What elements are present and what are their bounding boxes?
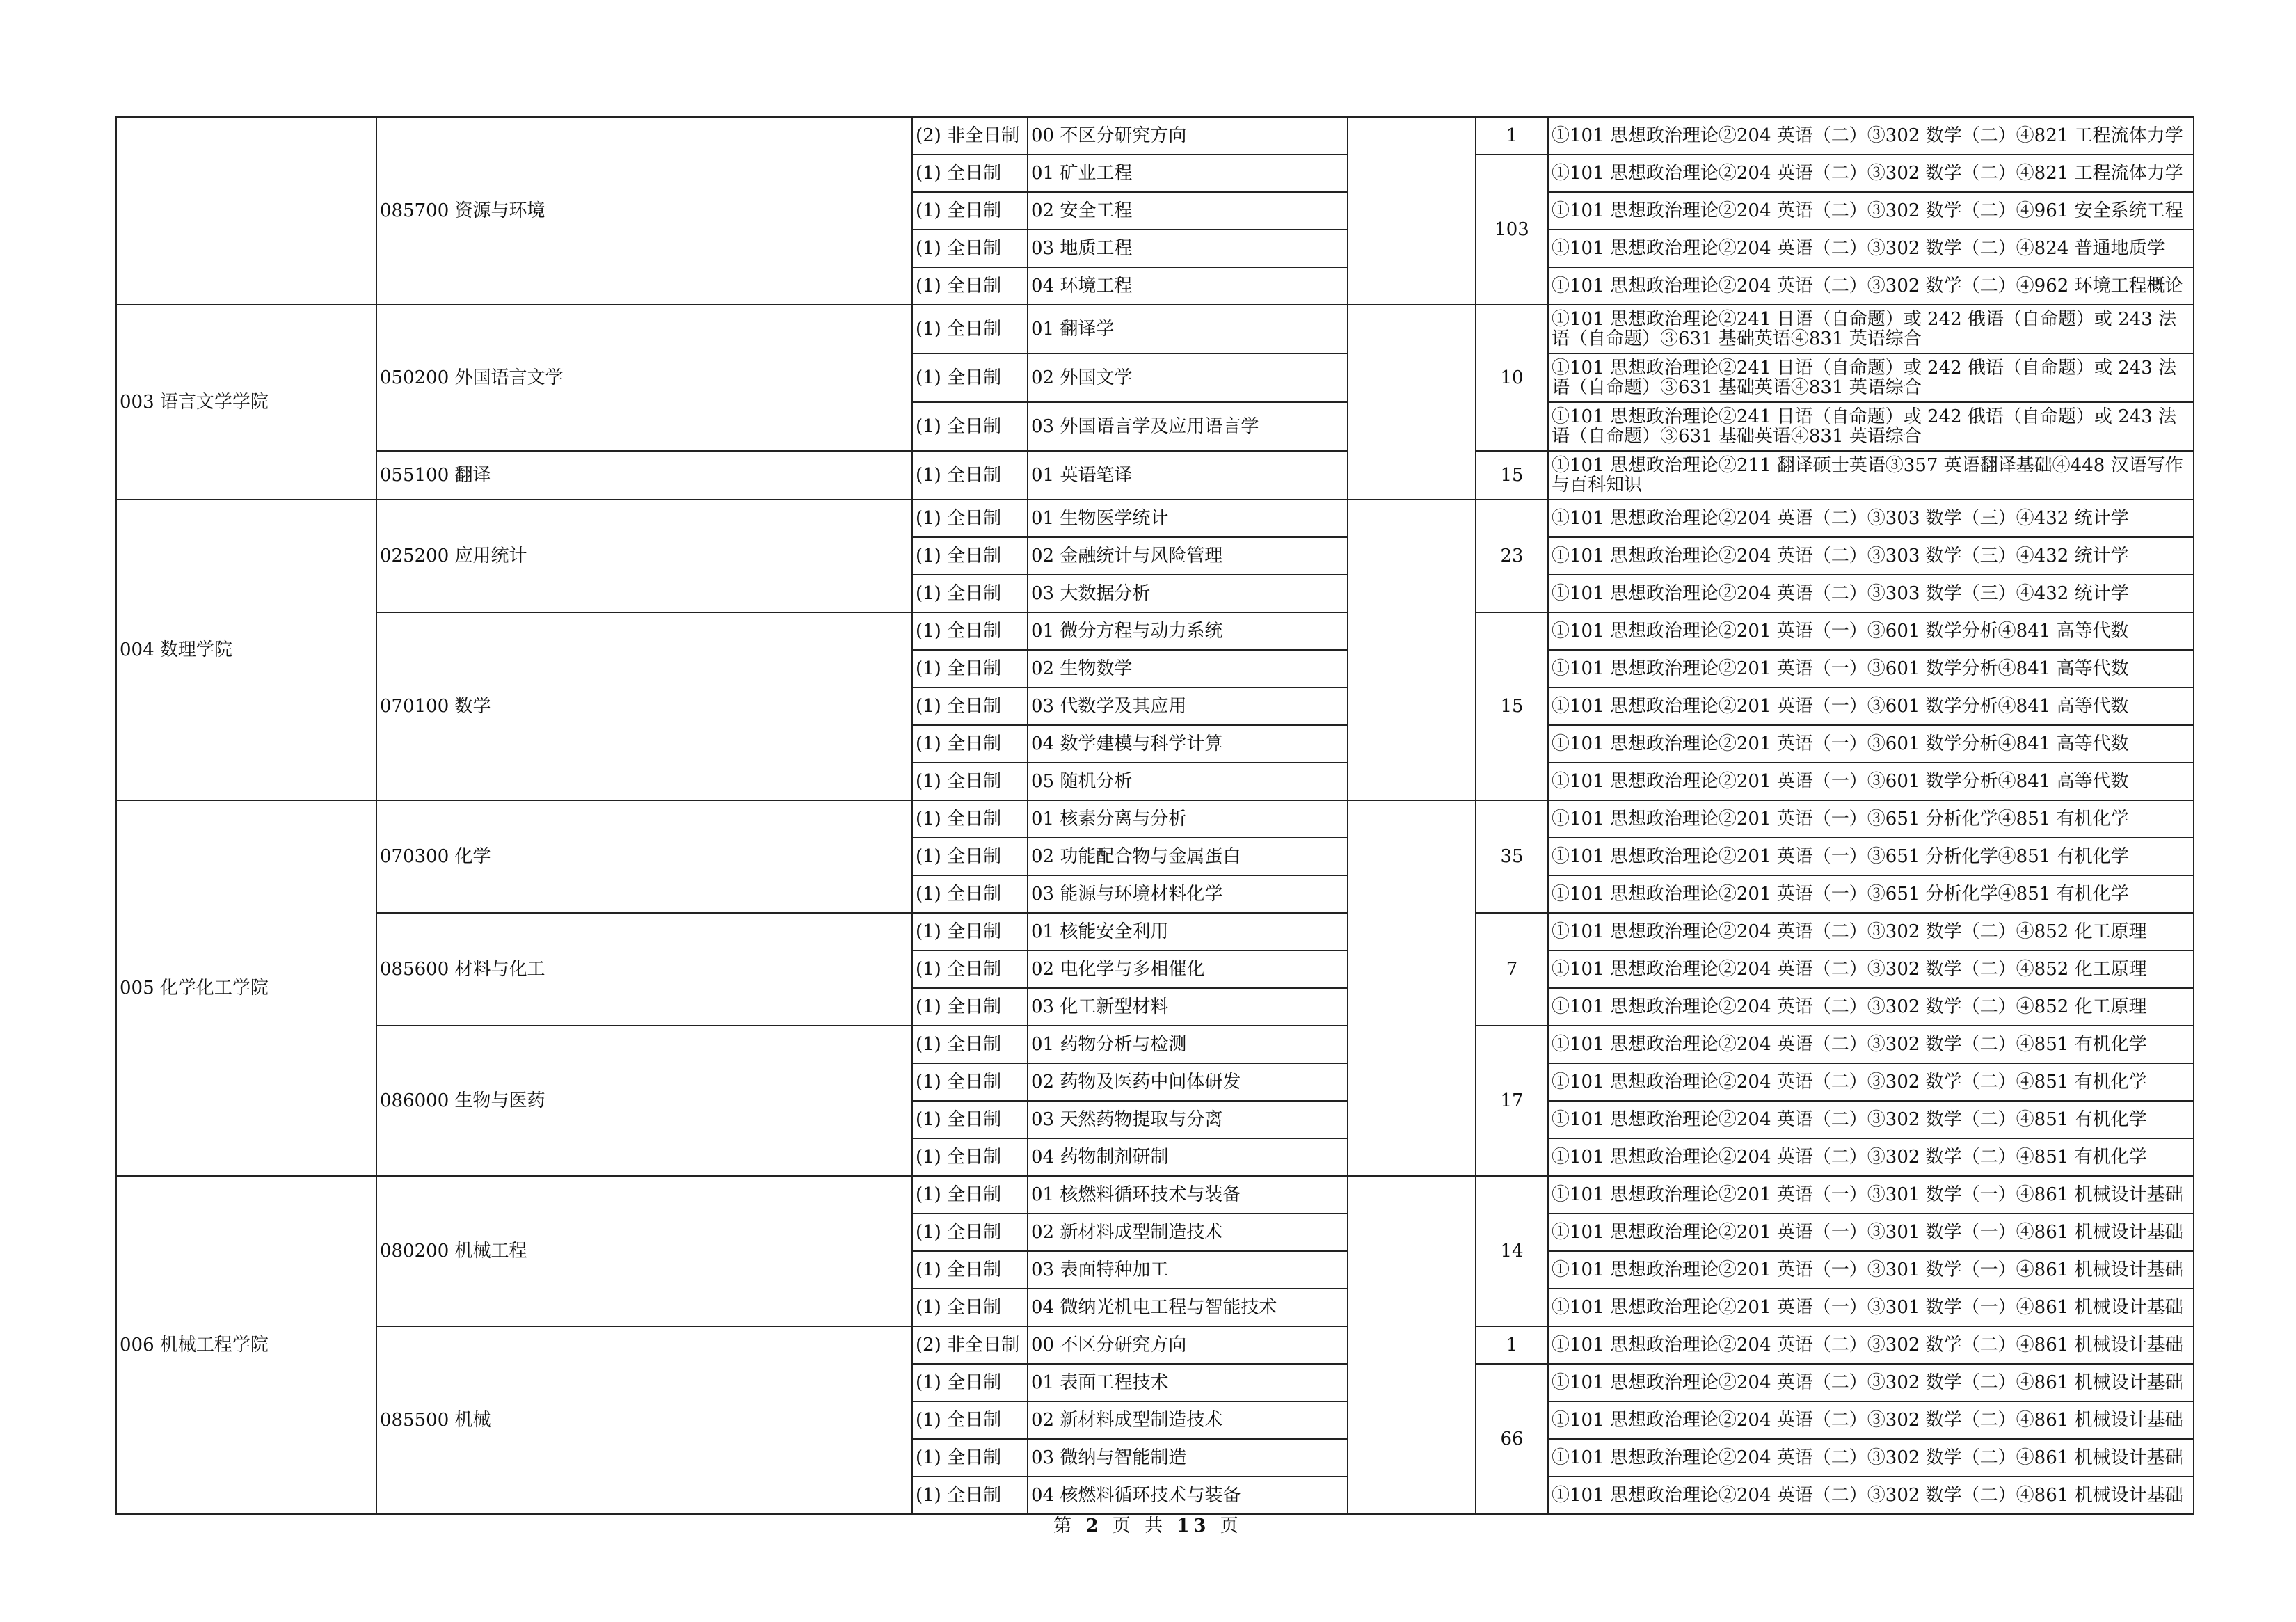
research-direction-cell: 03 地质工程 — [1028, 230, 1348, 267]
study-mode-cell: (1) 全日制 — [912, 1439, 1028, 1477]
study-mode-cell: (1) 全日制 — [912, 1401, 1028, 1439]
study-mode-cell: (1) 全日制 — [912, 913, 1028, 951]
quota-cell: 1 — [1476, 117, 1548, 154]
study-mode-cell: (1) 全日制 — [912, 763, 1028, 800]
blank-cell — [1348, 305, 1476, 500]
study-mode-cell: (1) 全日制 — [912, 500, 1028, 537]
exam-subjects-cell: ①101 思想政治理论②204 英语（二）③302 数学（二）④852 化工原理 — [1548, 951, 2194, 988]
exam-subjects-cell: ①101 思想政治理论②201 英语（一）③601 数学分析④841 高等代数 — [1548, 687, 2194, 725]
exam-subjects-cell: ①101 思想政治理论②204 英语（二）③303 数学（三）④432 统计学 — [1548, 500, 2194, 537]
research-direction-cell: 04 环境工程 — [1028, 267, 1348, 305]
exam-subjects-cell: ①101 思想政治理论②211 翻译硕士英语③357 英语翻译基础④448 汉语写作与百科知识 — [1548, 451, 2194, 500]
blank-cell — [1348, 117, 1476, 305]
study-mode-cell: (1) 全日制 — [912, 402, 1028, 451]
major-cell: 070300 化学 — [376, 800, 912, 913]
major-cell: 025200 应用统计 — [376, 500, 912, 612]
blank-cell — [1348, 1176, 1476, 1514]
research-direction-cell: 02 功能配合物与金属蛋白 — [1028, 838, 1348, 875]
study-mode-cell: (1) 全日制 — [912, 650, 1028, 687]
exam-subjects-cell: ①101 思想政治理论②201 英语（一）③601 数学分析④841 高等代数 — [1548, 612, 2194, 650]
exam-subjects-cell: ①101 思想政治理论②241 日语（自命题）或 242 俄语（自命题）或 243 法语（自命题）③631 基础英语④831 英语综合 — [1548, 402, 2194, 451]
exam-subjects-cell: ①101 思想政治理论②204 英语（二）③303 数学（三）④432 统计学 — [1548, 537, 2194, 575]
major-cell: 085600 材料与化工 — [376, 913, 912, 1026]
current-page-number: 2 — [1085, 1516, 1103, 1536]
research-direction-cell: 03 代数学及其应用 — [1028, 687, 1348, 725]
exam-subjects-cell: ①101 思想政治理论②201 英语（一）③651 分析化学④851 有机化学 — [1548, 875, 2194, 913]
page-label-suffix: 页 — [1220, 1516, 1243, 1536]
research-direction-cell: 00 不区分研究方向 — [1028, 1326, 1348, 1364]
study-mode-cell: (1) 全日制 — [912, 988, 1028, 1026]
major-cell: 086000 生物与医药 — [376, 1026, 912, 1176]
study-mode-cell: (1) 全日制 — [912, 1477, 1028, 1514]
exam-subjects-cell: ①101 思想政治理论②204 英语（二）③302 数学（二）④861 机械设计基础 — [1548, 1439, 2194, 1477]
research-direction-cell: 02 金融统计与风险管理 — [1028, 537, 1348, 575]
research-direction-cell: 04 药物制剂研制 — [1028, 1138, 1348, 1176]
research-direction-cell: 01 生物医学统计 — [1028, 500, 1348, 537]
major-cell: 055100 翻译 — [376, 451, 912, 500]
research-direction-cell: 01 微分方程与动力系统 — [1028, 612, 1348, 650]
exam-subjects-cell: ①101 思想政治理论②204 英语（二）③302 数学（二）④821 工程流体力学 — [1548, 117, 2194, 154]
study-mode-cell: (1) 全日制 — [912, 800, 1028, 838]
total-page-number: 13 — [1177, 1516, 1211, 1536]
study-mode-cell: (1) 全日制 — [912, 1026, 1028, 1063]
blank-cell — [1348, 500, 1476, 800]
study-mode-cell: (1) 全日制 — [912, 230, 1028, 267]
study-mode-cell: (1) 全日制 — [912, 1063, 1028, 1101]
exam-subjects-cell: ①101 思想政治理论②204 英语（二）③302 数学（二）④861 机械设计基础 — [1548, 1401, 2194, 1439]
exam-subjects-cell: ①101 思想政治理论②204 英语（二）③302 数学（二）④821 工程流体力学 — [1548, 154, 2194, 192]
exam-subjects-cell: ①101 思想政治理论②201 英语（一）③301 数学（一）④861 机械设计基础 — [1548, 1289, 2194, 1326]
research-direction-cell: 03 表面特种加工 — [1028, 1251, 1348, 1289]
study-mode-cell: (1) 全日制 — [912, 192, 1028, 230]
study-mode-cell: (1) 全日制 — [912, 1289, 1028, 1326]
study-mode-cell: (1) 全日制 — [912, 1138, 1028, 1176]
study-mode-cell: (1) 全日制 — [912, 875, 1028, 913]
research-direction-cell: 04 微纳光机电工程与智能技术 — [1028, 1289, 1348, 1326]
exam-subjects-cell: ①101 思想政治理论②204 英语（二）③302 数学（二）④861 机械设计基础 — [1548, 1326, 2194, 1364]
page-label-prefix: 第 — [1053, 1516, 1076, 1536]
study-mode-cell: (1) 全日制 — [912, 451, 1028, 500]
exam-subjects-cell: ①101 思想政治理论②241 日语（自命题）或 242 俄语（自命题）或 243 法语（自命题）③631 基础英语④831 英语综合 — [1548, 353, 2194, 402]
major-cell: 085500 机械 — [376, 1326, 912, 1514]
page-footer — [0, 1511, 2296, 1537]
table-row — [116, 1176, 2194, 1214]
exam-subjects-cell: ①101 思想政治理论②201 英语（一）③651 分析化学④851 有机化学 — [1548, 838, 2194, 875]
exam-subjects-cell: ①101 思想政治理论②204 英语（二）③302 数学（二）④961 安全系统工程 — [1548, 192, 2194, 230]
exam-subjects-cell: ①101 思想政治理论②201 英语（一）③601 数学分析④841 高等代数 — [1548, 763, 2194, 800]
table-row — [116, 117, 2194, 154]
research-direction-cell: 01 核素分离与分析 — [1028, 800, 1348, 838]
research-direction-cell: 02 新材料成型制造技术 — [1028, 1214, 1348, 1251]
table-row — [116, 800, 2194, 838]
research-direction-cell: 00 不区分研究方向 — [1028, 117, 1348, 154]
research-direction-cell: 03 化工新型材料 — [1028, 988, 1348, 1026]
table-row — [116, 305, 2194, 353]
exam-subjects-cell: ①101 思想政治理论②201 英语（一）③651 分析化学④851 有机化学 — [1548, 800, 2194, 838]
table-row — [116, 1026, 2194, 1063]
exam-subjects-cell: ①101 思想政治理论②204 英语（二）③302 数学（二）④852 化工原理 — [1548, 988, 2194, 1026]
research-direction-cell: 01 英语笔译 — [1028, 451, 1348, 500]
page-label-mid: 页 共 — [1112, 1516, 1167, 1536]
major-cell: 080200 机械工程 — [376, 1176, 912, 1326]
blank-cell — [1348, 800, 1476, 1176]
study-mode-cell: (1) 全日制 — [912, 951, 1028, 988]
research-direction-cell: 03 天然药物提取与分离 — [1028, 1101, 1348, 1138]
exam-subjects-cell: ①101 思想政治理论②204 英语（二）③302 数学（二）④824 普通地质学 — [1548, 230, 2194, 267]
exam-subjects-cell: ①101 思想政治理论②204 英语（二）③302 数学（二）④852 化工原理 — [1548, 913, 2194, 951]
quota-cell: 66 — [1476, 1364, 1548, 1514]
quota-cell: 10 — [1476, 305, 1548, 451]
research-direction-cell: 03 微纳与智能制造 — [1028, 1439, 1348, 1477]
quota-cell: 15 — [1476, 612, 1548, 800]
research-direction-cell: 05 随机分析 — [1028, 763, 1348, 800]
college-cell: 004 数理学院 — [116, 500, 376, 800]
study-mode-cell: (1) 全日制 — [912, 1364, 1028, 1401]
study-mode-cell: (1) 全日制 — [912, 537, 1028, 575]
table-row — [116, 500, 2194, 537]
quota-cell: 23 — [1476, 500, 1548, 612]
college-cell: 006 机械工程学院 — [116, 1176, 376, 1514]
research-direction-cell: 01 核燃料循环技术与装备 — [1028, 1176, 1348, 1214]
research-direction-cell: 02 安全工程 — [1028, 192, 1348, 230]
major-cell: 050200 外国语言文学 — [376, 305, 912, 451]
exam-subjects-cell: ①101 思想政治理论②201 英语（一）③301 数学（一）④861 机械设计基础 — [1548, 1176, 2194, 1214]
exam-subjects-cell: ①101 思想政治理论②204 英语（二）③302 数学（二）④851 有机化学 — [1548, 1063, 2194, 1101]
exam-subjects-cell: ①101 思想政治理论②204 英语（二）③302 数学（二）④861 机械设计基础 — [1548, 1364, 2194, 1401]
research-direction-cell: 02 新材料成型制造技术 — [1028, 1401, 1348, 1439]
quota-cell: 17 — [1476, 1026, 1548, 1176]
major-cell: 070100 数学 — [376, 612, 912, 800]
table-row — [116, 451, 2194, 500]
quota-cell: 1 — [1476, 1326, 1548, 1364]
study-mode-cell: (1) 全日制 — [912, 612, 1028, 650]
research-direction-cell: 02 外国文学 — [1028, 353, 1348, 402]
research-direction-cell: 02 药物及医药中间体研发 — [1028, 1063, 1348, 1101]
research-direction-cell: 01 核能安全利用 — [1028, 913, 1348, 951]
quota-cell: 103 — [1476, 154, 1548, 305]
quota-cell: 15 — [1476, 451, 1548, 500]
research-direction-cell: 04 核燃料循环技术与装备 — [1028, 1477, 1348, 1514]
exam-subjects-cell: ①101 思想政治理论②204 英语（二）③302 数学（二）④851 有机化学 — [1548, 1026, 2194, 1063]
research-direction-cell: 01 表面工程技术 — [1028, 1364, 1348, 1401]
study-mode-cell: (1) 全日制 — [912, 154, 1028, 192]
research-direction-cell: 01 药物分析与检测 — [1028, 1026, 1348, 1063]
research-direction-cell: 01 矿业工程 — [1028, 154, 1348, 192]
table-row — [116, 913, 2194, 951]
exam-subjects-cell: ①101 思想政治理论②201 英语（一）③601 数学分析④841 高等代数 — [1548, 650, 2194, 687]
exam-subjects-cell: ①101 思想政治理论②204 英语（二）③303 数学（三）④432 统计学 — [1548, 575, 2194, 612]
study-mode-cell: (1) 全日制 — [912, 305, 1028, 353]
study-mode-cell: (1) 全日制 — [912, 353, 1028, 402]
college-cell: 005 化学化工学院 — [116, 800, 376, 1176]
exam-subjects-cell: ①101 思想政治理论②201 英语（一）③301 数学（一）④861 机械设计基础 — [1548, 1214, 2194, 1251]
exam-subjects-cell: ①101 思想政治理论②204 英语（二）③302 数学（二）④861 机械设计基础 — [1548, 1477, 2194, 1514]
table-row — [116, 612, 2194, 650]
study-mode-cell: (2) 非全日制 — [912, 117, 1028, 154]
admissions-table — [115, 116, 2194, 1515]
college-cell — [116, 117, 376, 305]
quota-cell: 14 — [1476, 1176, 1548, 1326]
study-mode-cell: (1) 全日制 — [912, 267, 1028, 305]
research-direction-cell: 01 翻译学 — [1028, 305, 1348, 353]
table-row — [116, 1326, 2194, 1364]
major-cell: 085700 资源与环境 — [376, 117, 912, 305]
research-direction-cell: 04 数学建模与科学计算 — [1028, 725, 1348, 763]
exam-subjects-cell: ①101 思想政治理论②201 英语（一）③301 数学（一）④861 机械设计基础 — [1548, 1251, 2194, 1289]
study-mode-cell: (2) 非全日制 — [912, 1326, 1028, 1364]
exam-subjects-cell: ①101 思想政治理论②204 英语（二）③302 数学（二）④851 有机化学 — [1548, 1138, 2194, 1176]
study-mode-cell: (1) 全日制 — [912, 575, 1028, 612]
research-direction-cell: 02 生物数学 — [1028, 650, 1348, 687]
research-direction-cell: 02 电化学与多相催化 — [1028, 951, 1348, 988]
quota-cell: 7 — [1476, 913, 1548, 1026]
quota-cell: 35 — [1476, 800, 1548, 913]
study-mode-cell: (1) 全日制 — [912, 1176, 1028, 1214]
research-direction-cell: 03 能源与环境材料化学 — [1028, 875, 1348, 913]
research-direction-cell: 03 外国语言学及应用语言学 — [1028, 402, 1348, 451]
study-mode-cell: (1) 全日制 — [912, 838, 1028, 875]
exam-subjects-cell: ①101 思想政治理论②241 日语（自命题）或 242 俄语（自命题）或 243 法语（自命题）③631 基础英语④831 英语综合 — [1548, 305, 2194, 353]
study-mode-cell: (1) 全日制 — [912, 1214, 1028, 1251]
college-cell: 003 语言文学学院 — [116, 305, 376, 500]
study-mode-cell: (1) 全日制 — [912, 1101, 1028, 1138]
study-mode-cell: (1) 全日制 — [912, 687, 1028, 725]
exam-subjects-cell: ①101 思想政治理论②201 英语（一）③601 数学分析④841 高等代数 — [1548, 725, 2194, 763]
exam-subjects-cell: ①101 思想政治理论②204 英语（二）③302 数学（二）④962 环境工程概论 — [1548, 267, 2194, 305]
research-direction-cell: 03 大数据分析 — [1028, 575, 1348, 612]
study-mode-cell: (1) 全日制 — [912, 725, 1028, 763]
study-mode-cell: (1) 全日制 — [912, 1251, 1028, 1289]
exam-subjects-cell: ①101 思想政治理论②204 英语（二）③302 数学（二）④851 有机化学 — [1548, 1101, 2194, 1138]
